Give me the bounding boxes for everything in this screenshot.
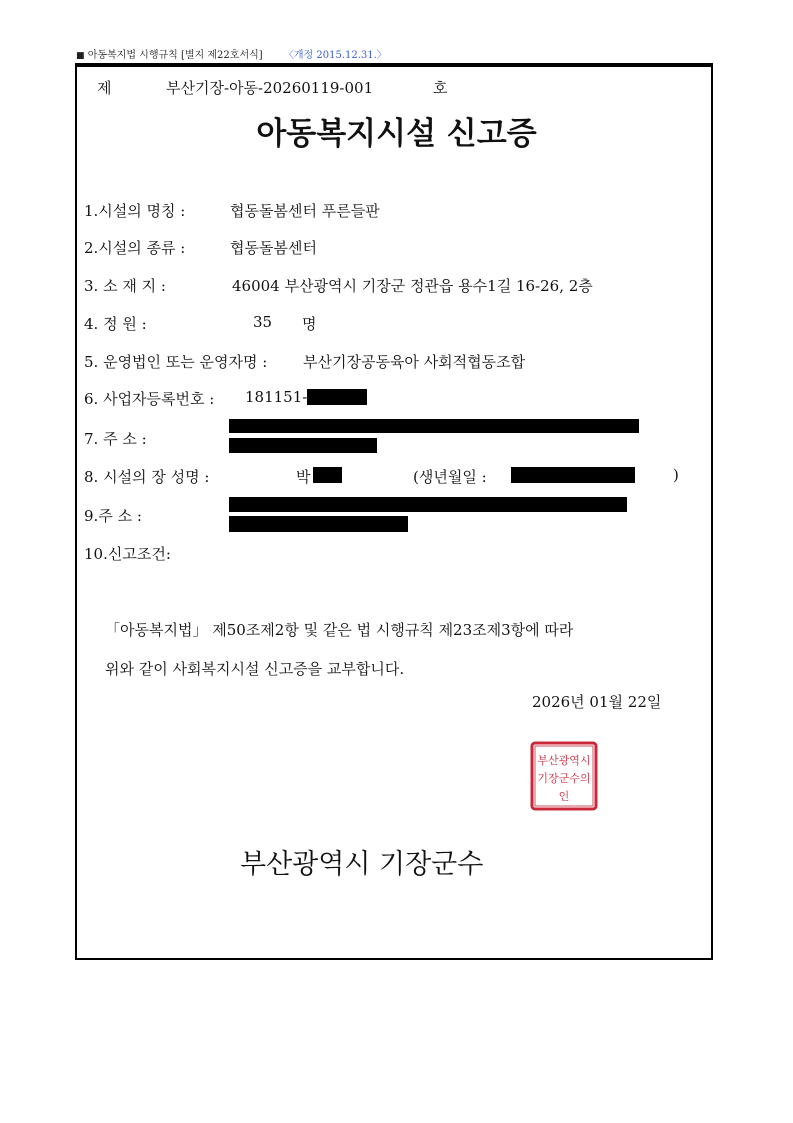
bullet-square: ■: [76, 51, 85, 61]
bizno-label: 6. 사업자등록번호 :: [84, 390, 215, 408]
facility-type-label: 2.시설의 종류 :: [84, 239, 186, 257]
official-seal: [530, 741, 598, 811]
seal-line-2: 기장군수의: [537, 772, 591, 785]
redaction-address2-line2: [229, 516, 408, 532]
issue-date: 2026년 01월 22일: [532, 693, 662, 711]
form-ref-text: 아동복지법 시행규칙 [별지 제22호서식]: [87, 50, 263, 61]
capacity-label: 4. 정 원 :: [84, 315, 147, 333]
redaction-address-line1: [229, 419, 639, 433]
location-label: 3. 소 재 지 :: [84, 277, 166, 295]
birth-label: (생년월일 :: [413, 468, 487, 486]
capacity-value: 35: [253, 313, 273, 331]
director-label: 8. 시설의 장 성명 :: [84, 468, 210, 486]
seal-line-3: 인: [558, 790, 570, 803]
director-value: 박: [296, 468, 311, 486]
facility-name-label: 1.시설의 명칭 :: [84, 202, 186, 220]
seal-line-1: 부산광역시: [537, 754, 591, 767]
capacity-unit: 명: [302, 315, 317, 333]
number-suffix: 호: [433, 79, 448, 97]
legal-basis-text: 「아동복지법」 제50조제2항 및 같은 법 시행규칙 제23조제3항에 따라: [105, 621, 574, 639]
address2-label: 9.주 소 :: [84, 507, 142, 525]
redaction-bizno: [307, 389, 367, 405]
redaction-birthdate: [511, 467, 635, 483]
bizno-value: 181151-: [245, 388, 308, 406]
operator-value: 부산기장공동육아 사회적협동조합: [303, 353, 526, 371]
revision-note: 〈개정 2015.12.31.〉: [283, 50, 387, 61]
address-label: 7. 주 소 :: [84, 430, 147, 448]
operator-label: 5. 운영법인 또는 운영자명 :: [84, 353, 268, 371]
redaction-address-line2: [229, 438, 377, 453]
page-title: 아동복지시설 신고증: [256, 116, 537, 152]
number-prefix: 제: [97, 79, 112, 97]
birth-close: ): [673, 466, 679, 484]
issuer-name: 부산광역시 기장군수: [240, 849, 484, 880]
redaction-address2-line1: [229, 497, 627, 512]
facility-type-value: 협동돌봄센터: [230, 239, 317, 257]
issuance-text: 위와 같이 사회복지시설 신고증을 교부합니다.: [105, 660, 405, 678]
certificate-number: 부산기장-아동-20260119-001: [166, 79, 374, 97]
conditions-label: 10.신고조건:: [84, 545, 171, 563]
redaction-director-name: [313, 467, 342, 483]
facility-name-value: 협동돌봄센터 푸른들판: [230, 202, 380, 220]
form-reference: [76, 46, 387, 61]
location-value: 46004 부산광역시 기장군 정관읍 용수1길 16-26, 2층: [232, 277, 593, 295]
